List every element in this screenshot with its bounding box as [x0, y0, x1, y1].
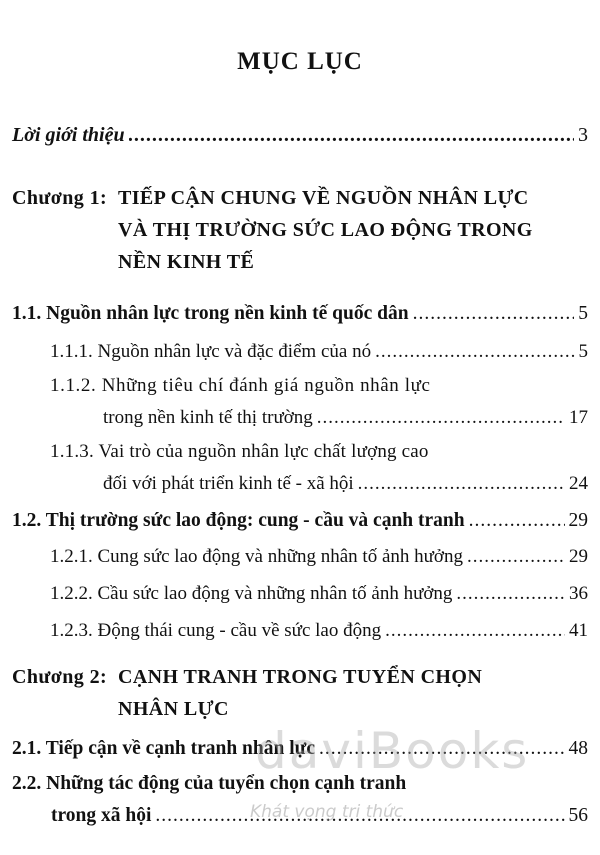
leader-dots: [413, 303, 575, 325]
chapter-2-title-line-2: NHÂN LỰC: [118, 698, 229, 720]
toc-page-number: 17: [569, 407, 588, 428]
leader-dots: [385, 620, 565, 642]
toc-entry-intro[interactable]: [12, 124, 588, 147]
toc-page-number: 3: [578, 124, 588, 146]
toc-entry-1-2-3[interactable]: [50, 620, 588, 642]
toc-label: trong xã hội: [51, 805, 152, 826]
toc-entry-1-2-1[interactable]: [50, 546, 588, 568]
toc-entry-1-1-2[interactable]: [103, 407, 588, 429]
toc-label: trong nền kinh tế thị trường: [103, 407, 313, 428]
toc-label: đối với phát triển kinh tế - xã hội: [103, 473, 354, 494]
toc-label: Lời giới thiệu: [12, 124, 125, 146]
leader-dots: [467, 546, 565, 568]
toc-page-number: 56: [568, 805, 588, 826]
toc-label: 2.1. Tiếp cận về cạnh tranh nhân lực: [12, 738, 315, 759]
toc-entry-2-1[interactable]: [12, 738, 588, 760]
toc-page-number: 5: [578, 341, 588, 362]
toc-page-number: 48: [568, 738, 588, 759]
toc-page-number: 29: [569, 546, 588, 567]
toc-entry-1-1-2-line-1[interactable]: 1.1.2. Những tiêu chí đánh giá nguồn nhân lực: [50, 375, 431, 396]
chapter-1-title-line-2: VÀ THỊ TRƯỜNG SỨC LAO ĐỘNG TRONG: [118, 219, 533, 241]
toc-entry-1-2[interactable]: [12, 510, 588, 532]
toc-page-number: 36: [569, 583, 588, 604]
toc-label: 1.1.1. Nguồn nhân lực và đặc điểm của nó: [50, 341, 372, 362]
leader-dots: [317, 407, 565, 429]
chapter-2-number: Chương 2:: [12, 666, 108, 688]
toc-entry-2-2-line-1[interactable]: 2.2. Những tác động của tuyển chọn cạnh tranh: [12, 773, 407, 794]
toc-label: 1.2.3. Động thái cung - cầu về sức lao động: [50, 620, 382, 641]
leader-dots: [469, 510, 565, 532]
toc-entry-1-1-3[interactable]: [103, 473, 588, 495]
watermark-tagline: Khát vọng tri thức: [250, 802, 404, 822]
page-title: MỤC LỤC: [237, 48, 363, 75]
toc-page-number: 41: [569, 620, 588, 641]
toc-page-number: 5: [578, 303, 588, 324]
leader-dots: [155, 805, 564, 827]
toc-label: 1.2. Thị trường sức lao động: cung - cầu và cạnh tranh: [12, 510, 465, 531]
toc-entry-1-2-2[interactable]: [50, 583, 588, 605]
toc-entry-1-1-1[interactable]: [50, 341, 588, 363]
toc-page-number: 24: [569, 473, 588, 494]
chapter-2-title-line-1: CẠNH TRANH TRONG TUYỂN CHỌN: [118, 666, 483, 688]
leader-dots: [456, 583, 565, 605]
leader-dots: [358, 473, 565, 495]
chapter-1-number: Chương 1:: [12, 187, 108, 209]
toc-entry-1-1-3-line-1[interactable]: 1.1.3. Vai trò của nguồn nhân lực chất lượng cao: [50, 441, 429, 462]
toc-label: 1.2.1. Cung sức lao động và những nhân tố ảnh hưởng: [50, 546, 463, 567]
watermark-logo: daviBooks: [255, 722, 530, 780]
toc-entry-1-1[interactable]: [12, 303, 588, 325]
toc-label: 1.2.2. Cầu sức lao động và những nhân tố ảnh hưởng: [50, 583, 453, 604]
toc-label: 1.1. Nguồn nhân lực trong nền kinh tế quốc dân: [12, 303, 409, 324]
leader-dots: [319, 738, 565, 760]
chapter-1-title-line-3: NỀN KINH TẾ: [118, 251, 255, 273]
leader-dots: [375, 341, 574, 363]
chapter-1-title-line-1: TIẾP CẬN CHUNG VỀ NGUỒN NHÂN LỰC: [118, 187, 529, 209]
leader-dots: [129, 124, 574, 147]
toc-page-number: 29: [568, 510, 588, 531]
toc-entry-2-2[interactable]: [51, 805, 588, 827]
